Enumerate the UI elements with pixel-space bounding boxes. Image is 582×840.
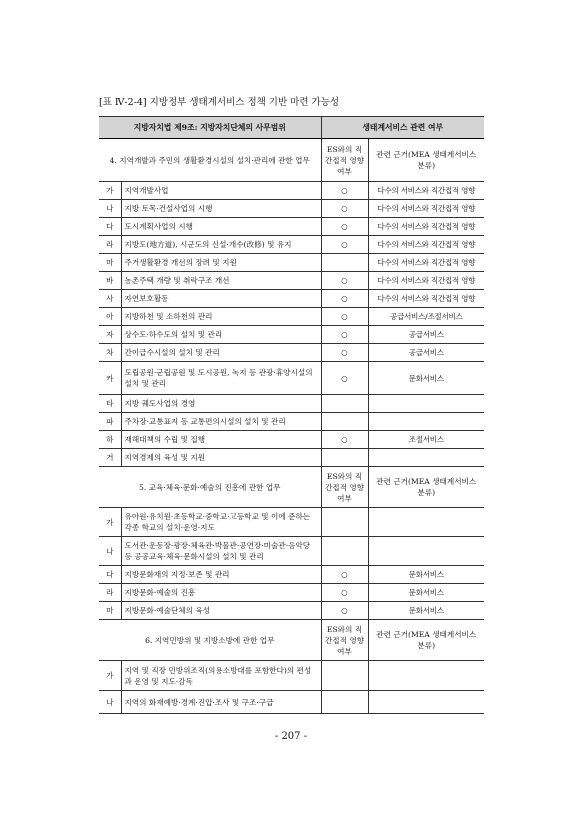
table-header-row [99, 117, 484, 139]
row-text: 지역개발사업 [121, 182, 321, 200]
row-letter: 나 [99, 691, 121, 714]
table-row [99, 218, 484, 236]
relation-text: 문화서비스 [368, 362, 484, 395]
row-text: 주차장·교통표지 등 교통편의시설의 설치 및 관리 [121, 413, 321, 431]
table-row [99, 508, 484, 537]
section-title: 4. 지역개발과 주민의 생활환경시설의 설치·관리에 관한 업무 [99, 139, 321, 182]
table-row [99, 431, 484, 449]
impact-mark: ○ [321, 362, 368, 395]
relation-text: 다수의 서비스와 직간접적 영향 [368, 290, 484, 308]
basis-header: 관련 근거(MEA 생태계서비스 분류) [368, 139, 484, 182]
es-impact-header: ES와의 직간접적 영향여부 [321, 467, 368, 508]
row-letter: 라 [99, 584, 121, 602]
basis-header: 관련 근거(MEA 생태계서비스 분류) [368, 467, 484, 508]
table-row [99, 308, 484, 326]
table-row [99, 182, 484, 200]
row-text: 지방문화·예술의 진흥 [121, 584, 321, 602]
relation-text [368, 413, 484, 431]
scope-table [99, 116, 484, 714]
section-title: 5. 교육·체육·문화·예술의 진흥에 관한 업무 [99, 467, 321, 508]
header-scope: 지방자치법 제9조: 지방자치단체의 사무범위 [99, 117, 321, 139]
relation-text: 다수의 서비스와 직간접적 영향 [368, 182, 484, 200]
es-impact-header: ES와의 직간접적 영향여부 [321, 620, 368, 661]
row-letter: 다 [99, 566, 121, 584]
row-text: 지방도(地方道), 시군도의 신설·개수(改修) 및 유지 [121, 236, 321, 254]
table-row [99, 272, 484, 290]
row-text: 주거생활환경 개선의 장려 및 지원 [121, 254, 321, 272]
relation-text: 다수의 서비스와 직간접적 영향 [368, 254, 484, 272]
row-text: 지방 궤도사업의 경영 [121, 395, 321, 413]
row-letter: 가 [99, 182, 121, 200]
table-row [99, 200, 484, 218]
row-letter: 마 [99, 254, 121, 272]
section-header-row [99, 139, 484, 182]
impact-mark [321, 661, 368, 691]
row-text: 지역 및 직장 민방위조직(의용소방대를 포함한다)의 편성과 운영 및 지도·감독 [121, 661, 321, 691]
row-letter: 다 [99, 218, 121, 236]
row-letter: 마 [99, 602, 121, 620]
row-text: 도서관·운동장·광장·체육관·박물관·공연장·미술관·음악당 등 공공교육·체육·문화시설의 설치 및 관리 [121, 537, 321, 566]
relation-text [368, 508, 484, 537]
table-row [99, 344, 484, 362]
relation-text: 다수의 서비스와 직간접적 영향 [368, 236, 484, 254]
row-letter: 사 [99, 290, 121, 308]
row-letter: 나 [99, 200, 121, 218]
page-number: - 207 - [274, 731, 308, 742]
impact-mark: ○ [321, 236, 368, 254]
relation-text: 공급서비스 [368, 344, 484, 362]
section-header-row [99, 467, 484, 508]
impact-mark [321, 413, 368, 431]
relation-text: 다수의 서비스와 직간접적 영향 [368, 200, 484, 218]
impact-mark: ○ [321, 272, 368, 290]
table-row [99, 290, 484, 308]
table-row [99, 413, 484, 431]
row-letter: 라 [99, 236, 121, 254]
table-row [99, 236, 484, 254]
table-row [99, 661, 484, 691]
section-title: 6. 지역민방위 및 지방소방에 관한 업무 [99, 620, 321, 661]
row-text: 도립공원·군립공원 및 도시공원, 녹지 등 관광·휴양시설의 설치 및 관리 [121, 362, 321, 395]
table-row [99, 326, 484, 344]
row-text: 지방 토목·건설사업의 시행 [121, 200, 321, 218]
row-text: 도시계획사업의 시행 [121, 218, 321, 236]
table-row [99, 537, 484, 566]
relation-text [368, 395, 484, 413]
row-letter: 가 [99, 661, 121, 691]
table-row [99, 566, 484, 584]
impact-mark [321, 254, 368, 272]
table-row [99, 362, 484, 395]
row-letter: 하 [99, 431, 121, 449]
impact-mark [321, 508, 368, 537]
row-text: 자연보호활동 [121, 290, 321, 308]
impact-mark: ○ [321, 326, 368, 344]
row-letter: 가 [99, 508, 121, 537]
impact-mark [321, 449, 368, 467]
row-text: 지방문화재의 지정·보존 및 관리 [121, 566, 321, 584]
row-text: 농촌주택 개량 및 취락구조 개선 [121, 272, 321, 290]
relation-text: 공급서비스/조절서비스 [368, 308, 484, 326]
row-text: 상수도·하수도의 설치 및 관리 [121, 326, 321, 344]
impact-mark [321, 691, 368, 714]
relation-text: 다수의 서비스와 직간접적 영향 [368, 218, 484, 236]
es-impact-header: ES와의 직간접적 영향여부 [321, 139, 368, 182]
row-letter: 차 [99, 344, 121, 362]
table-caption: [표 Ⅳ-2-4] 지방정부 생태계서비스 정책 기반 마련 가능성 [99, 97, 340, 108]
row-text: 지역경제의 육성 및 지원 [121, 449, 321, 467]
relation-text [368, 537, 484, 566]
header-es-relation: 생태계서비스 관련 여부 [321, 117, 484, 139]
impact-mark: ○ [321, 290, 368, 308]
table-row [99, 584, 484, 602]
impact-mark: ○ [321, 218, 368, 236]
row-text: 유아원·유치원·초등학교·중학교·고등학교 및 이에 준하는 각종 학교의 설치·운영·지도 [121, 508, 321, 537]
impact-mark: ○ [321, 182, 368, 200]
impact-mark: ○ [321, 344, 368, 362]
row-letter: 거 [99, 449, 121, 467]
impact-mark: ○ [321, 308, 368, 326]
impact-mark [321, 537, 368, 566]
row-text: 지역의 화재예방·경계·진압·조사 및 구조·구급 [121, 691, 321, 714]
row-letter: 타 [99, 395, 121, 413]
relation-text: 문화서비스 [368, 584, 484, 602]
relation-text [368, 661, 484, 691]
relation-text: 조절서비스 [368, 431, 484, 449]
impact-mark [321, 395, 368, 413]
relation-text: 다수의 서비스와 직간접적 영향 [368, 272, 484, 290]
section-header-row [99, 620, 484, 661]
row-letter: 카 [99, 362, 121, 395]
table-row [99, 254, 484, 272]
impact-mark: ○ [321, 200, 368, 218]
row-letter: 아 [99, 308, 121, 326]
row-letter: 파 [99, 413, 121, 431]
relation-text: 공급서비스 [368, 326, 484, 344]
relation-text [368, 449, 484, 467]
impact-mark: ○ [321, 566, 368, 584]
row-text: 지방하천 및 소하천의 관리 [121, 308, 321, 326]
impact-mark: ○ [321, 431, 368, 449]
basis-header: 관련 근거(MEA 생태계서비스 분류) [368, 620, 484, 661]
relation-text: 문화서비스 [368, 566, 484, 584]
row-text: 간이급수시설의 설치 및 관리 [121, 344, 321, 362]
table-row [99, 602, 484, 620]
impact-mark: ○ [321, 602, 368, 620]
row-letter: 바 [99, 272, 121, 290]
table-row [99, 691, 484, 714]
table-row [99, 395, 484, 413]
row-letter: 자 [99, 326, 121, 344]
impact-mark: ○ [321, 584, 368, 602]
table-row [99, 449, 484, 467]
row-text: 재해대책의 수립 및 집행 [121, 431, 321, 449]
row-letter: 나 [99, 537, 121, 566]
row-text: 지방문화·예술단체의 육성 [121, 602, 321, 620]
relation-text [368, 691, 484, 714]
relation-text: 문화서비스 [368, 602, 484, 620]
